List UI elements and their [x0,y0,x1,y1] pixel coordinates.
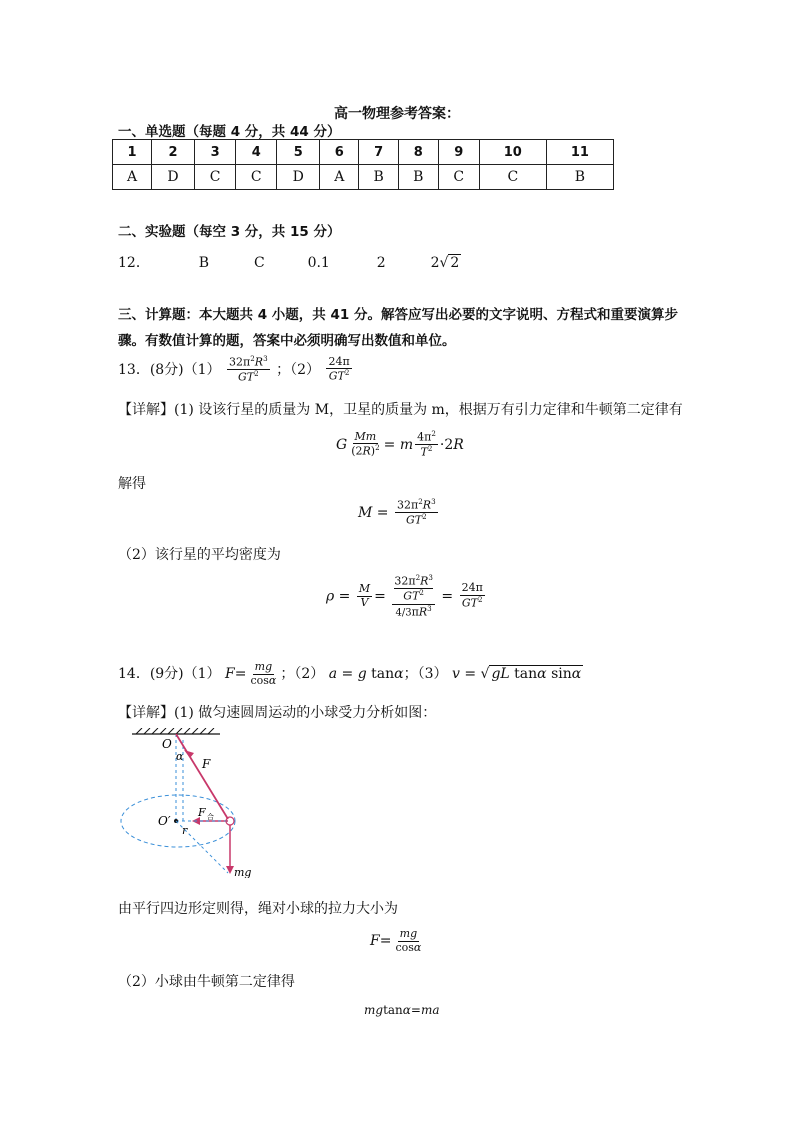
q14-detail-intro: 【详解】(1) 做匀速圆周运动的小球受力分析如图： [118,705,437,721]
q14-equation-1: F= $\frac{mg}{\cos\alpha}$ [370,927,422,954]
label-o: O [162,737,172,751]
lab-question-number: 12． [118,255,150,271]
label-r: r [182,824,188,837]
fraction: $\frac{24\pi}{GT^2}$ [328,354,350,384]
lab-answers [118,252,461,272]
q13-part2-text: （2）该行星的平均密度为 [118,547,281,563]
q14-answer-line: 14．(9分)（1） F= $\frac{mg}{\cos\alpha}$ ；（2） a = g tanα；（3） v = √ gL tanα sinα [118,660,582,687]
q14-part2-text: （2）小球由牛顿第二定律得 [118,974,295,990]
lab-answer-radical: 2√ 2 [430,255,460,271]
lab-answer: 0.1 [307,255,330,271]
label-f: F [202,757,211,771]
answer-cell: A [113,165,152,190]
label-o-prime: O′ [158,814,171,828]
answer-cell: D [152,165,195,190]
question-number: 8 [398,140,438,165]
fraction: $\frac{32\pi^2R^3}{GT^2}$ [229,354,268,384]
lab-answer: 2 [376,255,386,271]
answer-cell: C [195,165,236,190]
ceiling-hatch [136,728,214,734]
lab-answer: B [198,255,210,271]
answer-cell: B [398,165,438,190]
question-number: 1 [113,140,152,165]
lab-answer: C [253,255,265,271]
question-number: 10 [479,140,546,165]
q13-equation-2: M = $\frac{32\pi^2R^3}{GT^2}$ [358,497,436,527]
question-number: 9 [438,140,479,165]
question-number: 3 [195,140,236,165]
question-number: 4 [236,140,277,165]
section-heading-3: 三、计算题：本大题共 4 小题，共 41 分。解答应写出必要的文字说明、方程式和重要演算步骤。有数值计算的题，答案中必须明确写出数值和单位。 [118,307,678,349]
q13-equation-1: G $\frac{Mm}{(2R)^2}$ = m $\frac{4\pi^2}{T^2}$ ·2R [336,429,464,459]
answer-table-header-row [113,140,614,165]
answer-cell: C [479,165,546,190]
label-alpha: α [176,750,184,763]
label-f-net: F [198,806,206,819]
q14-parallelogram-text: 由平行四边形定则得，绳对小球的拉力大小为 [118,901,398,917]
answer-cell: C [236,165,277,190]
section-heading-1: 一、单选题（每题 4 分，共 44 分） [118,124,341,140]
question-number: 2 [152,140,195,165]
q13-equation-3: ρ = $\frac{M}{V}$ = $32\pi^2R^3$ $GT^2$ $4/3\pi R^3$ = $\frac{24\pi}{GT^2}$ [326,573,483,619]
question-number: 6 [320,140,359,165]
q14-equation-2: mgtanα=ma [364,1003,440,1017]
label-mg: mg [234,866,252,878]
answer-cell: D [277,165,320,190]
section-heading-2: 二、实验题（每空 3 分，共 15 分） [118,224,341,240]
q13-answer-line: 13．(8分)（1） $\frac{32\pi^2R^3}{GT^2}$ ；（2） $\frac{24\pi}{GT^2}$ [118,354,350,384]
question-number: 11 [546,140,613,165]
question-number: 5 [277,140,320,165]
q13-solve-label: 解得 [118,476,146,492]
q13-detail-intro: 【详解】(1) 设该行星的质量为 M，卫星的质量为 m，根据万有引力定律和牛顿第二定律有 [118,402,683,418]
answer-table-answer-row [113,165,614,190]
answer-cell: C [438,165,479,190]
answer-cell: A [320,165,359,190]
label-he: 合 [207,813,214,821]
answer-cell: B [546,165,613,190]
answer-table [112,139,614,190]
question-number: 7 [359,140,399,165]
page-title: 高一物理参考答案： [334,106,460,122]
force-diagram [112,728,262,878]
answer-cell: B [359,165,399,190]
